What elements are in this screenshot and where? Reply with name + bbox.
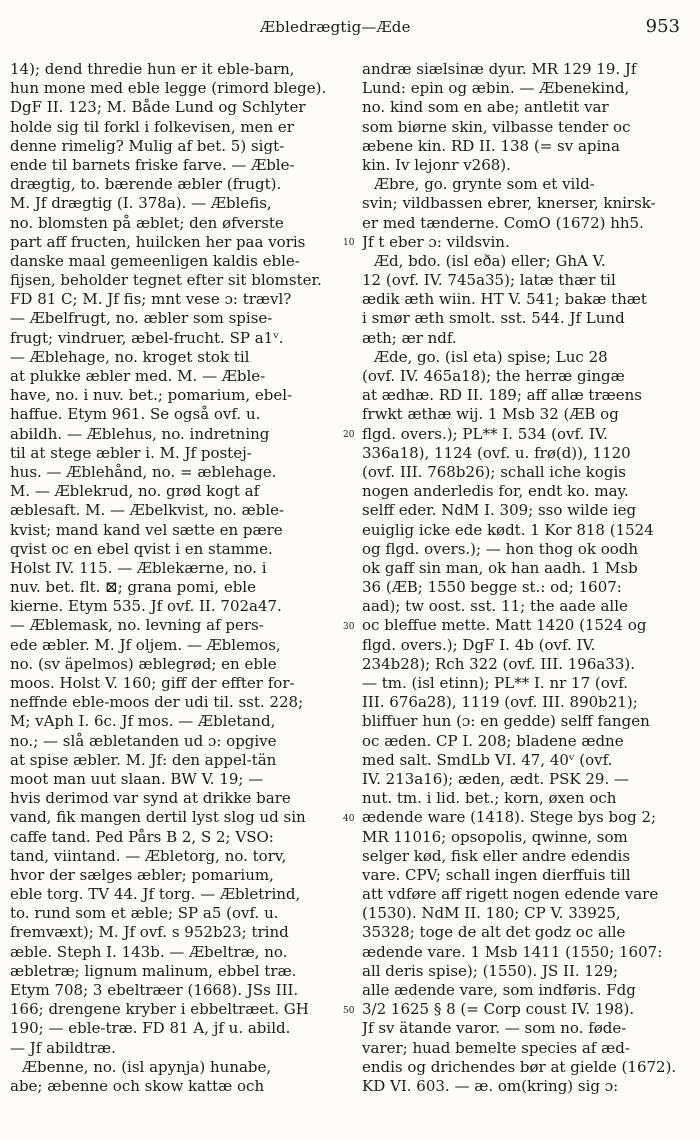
text-line: — Æbelfrugt, no. æbler som spise-	[10, 309, 273, 328]
text-line: att vdføre aff rigett nogen edende vare	[362, 885, 659, 904]
text-line: FD 81 C; M. Jf fis; mnt vese ɔ: trævl?	[10, 290, 292, 309]
text-line: ædik æth wiin. HT V. 541; bakæ thæt	[362, 290, 647, 309]
text-line: neffnde eble-moos der udi til. sst. 228;	[10, 693, 304, 712]
text-line: qvist oc en ebel qvist i en stamme.	[10, 539, 273, 558]
text-line: æblesaft. M. — Æbelkvist, no. æble-	[10, 501, 285, 520]
text-line: part aff fructen, huilcken her paa voris	[10, 232, 306, 251]
text-line: æble. Steph I. 143b. — Æbeltræ, no.	[10, 942, 288, 961]
text-line: fijsen, beholder tegnet efter sit blomster.	[10, 271, 322, 290]
text-line: Æbenne, no. (isl apynja) hunabe,	[22, 1057, 272, 1076]
text-line: vare. CPV; schall ingen dierffuis till	[362, 865, 631, 884]
text-line: 3/2 1625 § 8 (= Corp coust IV. 198).	[362, 1000, 635, 1019]
text-line: — Jf abildtræ.	[10, 1038, 116, 1057]
text-line: 36 (ÆB; 1550 begge st.: od; 1607:	[362, 578, 622, 597]
text-line: — Æblemask, no. levning af pers-	[10, 616, 264, 635]
text-line: til at stege æbler i. M. Jf postej-	[10, 443, 252, 462]
text-line: Holst IV. 115. — Æblekærne, no. i	[10, 558, 267, 577]
text-line: vand, fik mangen dertil lyst slog ud sin	[10, 808, 306, 827]
text-line: M; vAph I. 6c. Jf mos. — Æbletand,	[10, 712, 276, 731]
text-line: fremvæxt); M. Jf ovf. s 952b23; trind	[10, 923, 289, 942]
text-line: abe; æbenne och skow kattæ och	[10, 1076, 265, 1095]
text-line: ede æbler. M. Jf oljem. — Æblemos,	[10, 635, 281, 654]
text-line: all deris spise); (1550). JS II. 129;	[362, 961, 619, 980]
text-line: caffe tand. Ped Pårs B 2, S 2; VSO:	[10, 827, 274, 846]
text-line: alle ædende vare, som indføris. Fdg	[362, 981, 636, 999]
text-line: have, no. i nuv. bet.; pomarium, ebel-	[10, 386, 293, 405]
text-line: selger kød, fisk eller andre edendis	[362, 846, 631, 865]
margin-line-number: 20	[343, 429, 355, 440]
text-line: M. Jf drægtig (I. 378a). — Æblefis,	[10, 194, 272, 213]
text-line: endis og drichendes bør at gielde (1672).	[362, 1057, 677, 1076]
running-header	[0, 14, 700, 44]
text-line: bliffuer hun (ɔ: en gedde) selff fangen	[362, 712, 650, 731]
margin-line-number: 50	[343, 1005, 355, 1016]
text-line: to. rund som et æble; SP a5 (ovf. u.	[10, 904, 279, 923]
text-line: andræ siælsinæ dyur. MR 129 19. Jf	[362, 60, 637, 78]
text-line: frwkt æthæ wij. 1 Msb 32 (ÆB og	[362, 405, 619, 424]
text-line: DgF II. 123; M. Både Lund og Schlyter	[10, 98, 306, 117]
text-line: 14); dend thredie hun er it eble-barn,	[10, 60, 295, 78]
text-line: nogen anderledis for, endt ko. may.	[362, 482, 629, 501]
text-line: — tm. (isl etinn); PL** I. nr 17 (ovf.	[362, 674, 629, 692]
text-line: frugt; vindruer, æbel-frucht. SP a1ᵛ.	[10, 328, 284, 347]
text-line: selff eder. NdM I. 309; sso wilde ieg	[362, 501, 637, 520]
text-line: hun mone med eble legge (rimord blege).	[10, 79, 327, 98]
text-line: æbletræ; lignum malinum, ebbel træ.	[10, 961, 297, 980]
text-line: Æbre, go. grynte som et vild-	[374, 175, 595, 194]
text-line: i smør æth smolt. sst. 544. Jf Lund	[362, 309, 625, 328]
text-line: æth; ær ndf.	[362, 328, 457, 347]
text-line: eble torg. TV 44. Jf torg. — Æbletrind,	[10, 885, 301, 904]
running-title: Æbledrægtig—Æde	[260, 18, 411, 36]
text-line: Æd, bdo. (isl eða) eller; GhA V.	[374, 251, 606, 270]
text-line: KD VI. 603. — æ. om(kring) sig ɔ:	[362, 1076, 619, 1095]
text-line: æbene kin. RD II. 138 (= sv apina	[362, 136, 620, 155]
text-line: danske maal gemeenligen kaldis eble-	[10, 251, 300, 270]
text-line: holde sig til forkl i folkevisen, men er	[10, 117, 294, 136]
margin-line-number: 40	[343, 813, 355, 824]
text-line: no. (sv äpelmos) æblegrød; en eble	[10, 654, 277, 673]
text-line: moot man uut slaan. BW V. 19; —	[10, 769, 264, 788]
text-line: 234b28); Rch 322 (ovf. III. 196a33).	[362, 654, 636, 673]
text-line: no.; — slå æbletanden ud ɔ: opgive	[10, 731, 277, 750]
text-line: flgd. overs.); PL** I. 534 (ovf. IV.	[362, 424, 608, 443]
text-line: M. — Æblekrud, no. grød kogt af	[10, 482, 260, 501]
text-line: hus. — Æblehånd, no. = æblehage.	[10, 462, 277, 481]
text-line: at ædhæ. RD II. 189; aff allæ træens	[362, 386, 642, 405]
text-line: kierne. Etym 535. Jf ovf. II. 702a47.	[10, 597, 282, 616]
text-line: Etym 708; 3 ebeltræer (1668). JSs III.	[10, 981, 299, 999]
text-line: oc æden. CP I. 208; bladene ædne	[362, 731, 624, 750]
text-line: Lund: epin og æbin. — Æbenekind,	[362, 79, 630, 98]
text-line: 166; drengene kryber i ebbeltræet. GH	[10, 1000, 309, 1019]
text-line: IV. 213a16); æden, ædt. PSK 29. —	[362, 769, 630, 788]
text-line: (1530). NdM II. 180; CP V. 33925,	[362, 904, 621, 923]
text-line: 35328; toge de alt det godz oc alle	[362, 923, 626, 942]
text-line: nuv. bet. flt. ⊠; grana pomi, eble	[10, 578, 256, 597]
text-line: haffue. Etym 961. Se også ovf. u.	[10, 405, 261, 424]
text-line: oc bleffue mette. Matt 1420 (1524 og	[362, 616, 647, 635]
text-line: svin; vildbassen ebrer, knerser, knirsk-	[362, 194, 656, 213]
text-line: 12 (ovf. IV. 745a35); latæ thær til	[362, 271, 616, 290]
text-line: tand, viintand. — Æbletorg, no. torv,	[10, 846, 287, 865]
left-column	[10, 60, 344, 1096]
text-line: III. 676a28), 1119 (ovf. III. 890b21);	[362, 693, 638, 712]
text-line: og flgd. overs.); — hon thog ok oodh	[362, 539, 639, 558]
text-line: 336a18), 1124 (ovf. u. frø(d)), 1120	[362, 443, 631, 462]
text-line: (ovf. IV. 465a18); the herræ gingæ	[362, 367, 625, 385]
text-line: drægtig, to. bærende æbler (frugt).	[10, 175, 282, 194]
text-line: no. kind som en abe; antletit var	[362, 98, 609, 117]
text-line: at plukke æbler med. M. — Æble-	[10, 367, 266, 385]
text-line: euiglig icke ede kødt. 1 Kor 818 (1524	[362, 520, 654, 539]
margin-line-number: 10	[343, 237, 355, 248]
text-line: — Æblehage, no. kroget stok til	[10, 347, 250, 366]
text-line: aad); tw oost. sst. 11; the aade alle	[362, 597, 628, 616]
text-line: flgd. overs.); DgF I. 4b (ovf. IV.	[362, 635, 596, 654]
text-line: Æde, go. (isl eta) spise; Luc 28	[374, 347, 608, 366]
text-line: ok gaff sin man, ok han aadh. 1 Msb	[362, 558, 638, 577]
text-line: kin. Iv lejonr v268).	[362, 155, 511, 174]
text-line: moos. Holst V. 160; giff der effter for-	[10, 674, 295, 692]
right-column	[362, 60, 688, 1096]
text-line: no. blomsten på æblet; den øfverste	[10, 213, 284, 232]
text-line: varer; huad bemelte species af æd-	[362, 1038, 630, 1057]
text-line: denne rimelig? Mulig af bet. 5) sigt-	[10, 136, 285, 155]
text-line: MR 11016; opsopolis, qwinne, som	[362, 827, 628, 846]
text-line: Jf sv ätande varor. — som no. føde-	[362, 1019, 627, 1038]
text-line: at spise æbler. M. Jf: den appel-tän	[10, 750, 277, 769]
page-number: 953	[645, 16, 680, 37]
text-line: abildh. — Æblehus, no. indretning	[10, 424, 270, 443]
text-line: er med tænderne. ComO (1672) hh5.	[362, 213, 644, 232]
text-line: Jf t eber ɔ: vildsvin.	[362, 232, 510, 251]
text-line: med salt. SmdLb VI. 47, 40ᵛ (ovf.	[362, 750, 613, 769]
text-line: som biørne skin, vilbasse tender oc	[362, 117, 631, 136]
text-line: 190; — eble-træ. FD 81 A, jf u. abild.	[10, 1019, 291, 1038]
text-line: ædende ware (1418). Stege bys bog 2;	[362, 808, 657, 827]
text-line: kvist; mand kand vel sætte en pære	[10, 520, 283, 539]
text-line: (ovf. III. 768b26); schall iche kogis	[362, 462, 627, 481]
text-line: ende til barnets friske farve. — Æble-	[10, 155, 295, 174]
text-line: ædende vare. 1 Msb 1411 (1550; 1607:	[362, 942, 663, 961]
text-line: hvor der sælges æbler; pomarium,	[10, 865, 274, 884]
margin-line-number: 30	[343, 621, 355, 632]
text-line: hvis derimod var synd at drikke bare	[10, 789, 291, 808]
text-line: nut. tm. i lid. bet.; korn, øxen och	[362, 789, 617, 808]
